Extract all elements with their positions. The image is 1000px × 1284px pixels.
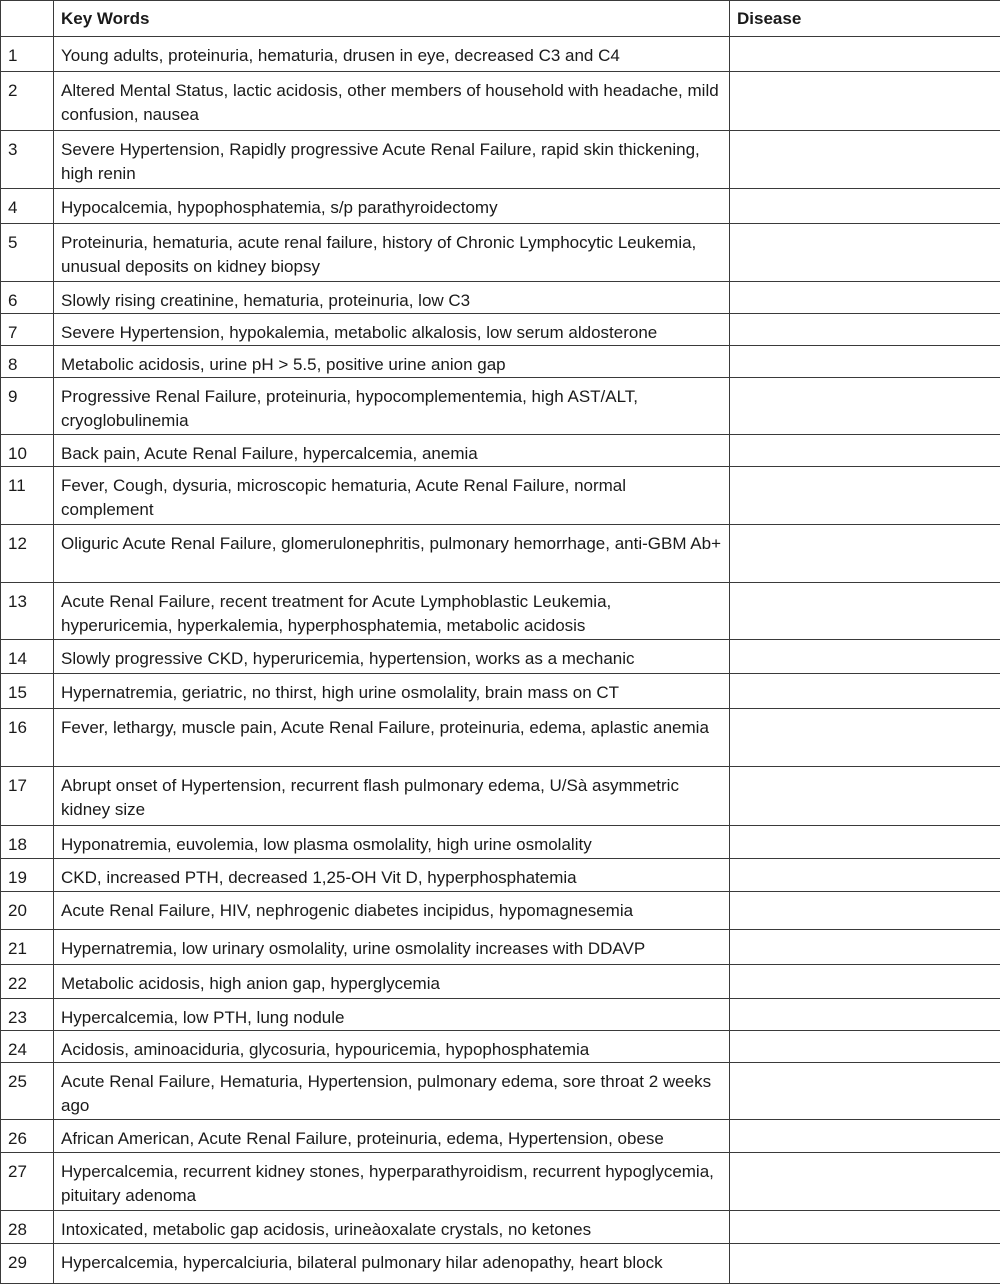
disease-cell[interactable] [730,346,1000,378]
row-number: 16 [1,709,54,767]
row-number: 3 [1,131,54,189]
table-row [1,378,1000,435]
disease-cell[interactable] [730,892,1000,930]
row-number: 14 [1,640,54,674]
row-number: 21 [1,930,54,965]
row-number: 25 [1,1063,54,1120]
header-number [1,1,54,37]
row-number: 20 [1,892,54,930]
key-words-cell: Proteinuria, hematuria, acute renal failure, history of Chronic Lymphocytic Leukemia, unusual deposits on kidney biopsy [54,224,730,282]
table-row [1,72,1000,131]
key-words-cell: Fever, lethargy, muscle pain, Acute Renal Failure, proteinuria, edema, aplastic anemia [54,709,730,767]
disease-cell[interactable] [730,1211,1000,1244]
key-words-cell: Intoxicated, metabolic gap acidosis, urineàoxalate crystals, no ketones [54,1211,730,1244]
table-row [1,467,1000,525]
table-row [1,1244,1000,1284]
row-number: 27 [1,1153,54,1211]
disease-cell[interactable] [730,282,1000,314]
key-words-cell: Hypernatremia, low urinary osmolality, urine osmolality increases with DDAVP [54,930,730,965]
table-row [1,224,1000,282]
row-number: 4 [1,189,54,224]
key-words-cell: Acute Renal Failure, Hematuria, Hypertension, pulmonary edema, sore throat 2 weeks ago [54,1063,730,1120]
table-row [1,965,1000,999]
disease-cell[interactable] [730,189,1000,224]
row-number: 7 [1,314,54,346]
row-number: 19 [1,859,54,892]
row-number: 26 [1,1120,54,1153]
row-number: 5 [1,224,54,282]
table-row [1,37,1000,72]
key-words-cell: Acute Renal Failure, HIV, nephrogenic diabetes incipidus, hypomagnesemia [54,892,730,930]
table-row [1,189,1000,224]
key-words-cell: Back pain, Acute Renal Failure, hypercalcemia, anemia [54,435,730,467]
table-row [1,131,1000,189]
row-number: 2 [1,72,54,131]
disease-cell[interactable] [730,930,1000,965]
disease-cell[interactable] [730,1153,1000,1211]
row-number: 15 [1,674,54,709]
table-row [1,525,1000,583]
key-words-cell: CKD, increased PTH, decreased 1,25-OH Vit D, hyperphosphatemia [54,859,730,892]
key-words-cell: Hypercalcemia, hypercalciuria, bilateral pulmonary hilar adenopathy, heart block [54,1244,730,1284]
disease-cell[interactable] [730,674,1000,709]
row-number: 11 [1,467,54,525]
disease-cell[interactable] [730,859,1000,892]
row-number: 13 [1,583,54,640]
disease-cell[interactable] [730,1063,1000,1120]
disease-cell[interactable] [730,525,1000,583]
key-words-cell: Severe Hypertension, hypokalemia, metabolic alkalosis, low serum aldosterone [54,314,730,346]
disease-cell[interactable] [730,709,1000,767]
header-key-words: Key Words [54,1,730,37]
disease-cell[interactable] [730,1031,1000,1063]
table-row [1,1211,1000,1244]
disease-cell[interactable] [730,640,1000,674]
key-words-cell: Hyponatremia, euvolemia, low plasma osmolality, high urine osmolality [54,826,730,859]
key-words-cell: Oliguric Acute Renal Failure, glomerulonephritis, pulmonary hemorrhage, anti-GBM Ab+ [54,525,730,583]
row-number: 17 [1,767,54,826]
key-words-cell: Young adults, proteinuria, hematuria, drusen in eye, decreased C3 and C4 [54,37,730,72]
table-row [1,640,1000,674]
disease-cell[interactable] [730,131,1000,189]
row-number: 8 [1,346,54,378]
disease-cell[interactable] [730,467,1000,525]
table-row [1,1063,1000,1120]
disease-cell[interactable] [730,1120,1000,1153]
table-row [1,1120,1000,1153]
table-body [1,37,1000,1284]
disease-cell[interactable] [730,583,1000,640]
disease-cell[interactable] [730,826,1000,859]
table-row [1,1031,1000,1063]
row-number: 18 [1,826,54,859]
row-number: 12 [1,525,54,583]
key-words-cell: Slowly progressive CKD, hyperuricemia, hypertension, works as a mechanic [54,640,730,674]
table-row [1,314,1000,346]
key-words-cell: Metabolic acidosis, urine pH > 5.5, positive urine anion gap [54,346,730,378]
table-row [1,282,1000,314]
key-words-cell: Hypercalcemia, low PTH, lung nodule [54,999,730,1031]
disease-cell[interactable] [730,767,1000,826]
row-number: 23 [1,999,54,1031]
table-row [1,999,1000,1031]
disease-cell[interactable] [730,965,1000,999]
table-row [1,709,1000,767]
key-words-cell: Progressive Renal Failure, proteinuria, hypocomplementemia, high AST/ALT, cryoglobulinemia [54,378,730,435]
row-number: 22 [1,965,54,999]
disease-cell[interactable] [730,314,1000,346]
key-words-cell: Severe Hypertension, Rapidly progressive Acute Renal Failure, rapid skin thickening, high renin [54,131,730,189]
disease-cell[interactable] [730,72,1000,131]
key-words-cell: Abrupt onset of Hypertension, recurrent flash pulmonary edema, U/Sà asymmetric kidney size [54,767,730,826]
row-number: 10 [1,435,54,467]
row-number: 1 [1,37,54,72]
disease-cell[interactable] [730,224,1000,282]
key-words-cell: Fever, Cough, dysuria, microscopic hematuria, Acute Renal Failure, normal complement [54,467,730,525]
table-row [1,583,1000,640]
row-number: 24 [1,1031,54,1063]
key-words-cell: Metabolic acidosis, high anion gap, hyperglycemia [54,965,730,999]
table-row [1,930,1000,965]
table-row [1,674,1000,709]
table-row [1,826,1000,859]
key-words-cell: Hypercalcemia, recurrent kidney stones, hyperparathyroidism, recurrent hypoglycemia, pituitary adenoma [54,1153,730,1211]
disease-cell[interactable] [730,1244,1000,1284]
key-words-cell: Altered Mental Status, lactic acidosis, other members of household with headache, mild confusion, nausea [54,72,730,131]
key-words-cell: Slowly rising creatinine, hematuria, proteinuria, low C3 [54,282,730,314]
key-words-cell: Acidosis, aminoaciduria, glycosuria, hypouricemia, hypophosphatemia [54,1031,730,1063]
table-row [1,892,1000,930]
key-words-cell: African American, Acute Renal Failure, proteinuria, edema, Hypertension, obese [54,1120,730,1153]
table-row [1,1153,1000,1211]
disease-cell[interactable] [730,378,1000,435]
table-row [1,859,1000,892]
key-words-cell: Hypernatremia, geriatric, no thirst, high urine osmolality, brain mass on CT [54,674,730,709]
table-row [1,767,1000,826]
row-number: 6 [1,282,54,314]
header-row [1,1,1000,37]
key-words-cell: Hypocalcemia, hypophosphatemia, s/p parathyroidectomy [54,189,730,224]
disease-cell[interactable] [730,999,1000,1031]
disease-cell[interactable] [730,37,1000,72]
table-row [1,346,1000,378]
disease-cell[interactable] [730,435,1000,467]
header-disease: Disease [730,1,1000,37]
row-number: 28 [1,1211,54,1244]
key-words-cell: Acute Renal Failure, recent treatment for Acute Lymphoblastic Leukemia, hyperuricemia, hyperkalemia, hyperphosphatemia, metabolic acidosis [54,583,730,640]
row-number: 9 [1,378,54,435]
row-number: 29 [1,1244,54,1284]
table-row [1,435,1000,467]
